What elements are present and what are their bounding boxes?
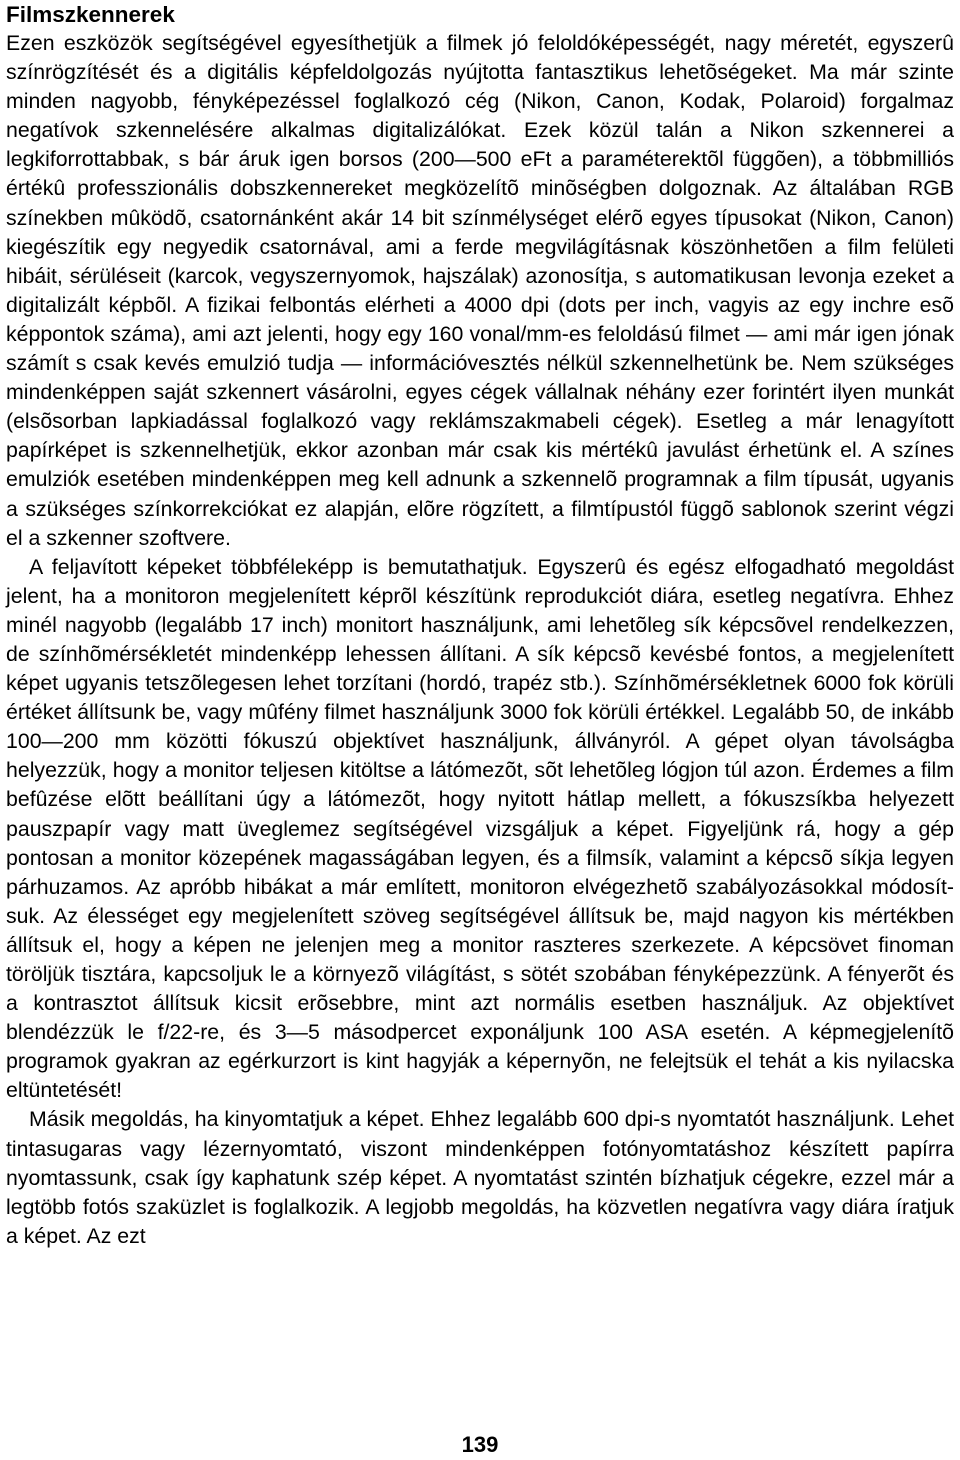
page-number: 139 <box>461 1432 499 1457</box>
paragraph-display-methods: A feljavított képeket többféleképp is bemutathatjuk. Egyszerû és egész elfogadható megoldást jelent, ha a monitoron megjelenített képrõl készítünk reprodukciót diára, esetleg negatívra. Ehhez minél nagyobb (legalább 17 inch) monitort használjunk, ami lehetõleg sík képcsõvel rendelkezzen, de színhõmérsékletét mindenképp lehessen állítani. A sík képcsõ kevésbé fontos, a megjelenített képet ugyanis tetszõlegesen lehet torzítani (hordó, trapéz stb.). Színhõmérsékletnek 6000 fok körüli értéket állítsunk be, vagy mûfény filmet használjunk 3000 fok körüli értékkel. Legalább 50, de inkább 100—200 mm közötti fókuszú objektívet használjunk, állványról. A gépet olyan távolságba helyezzük, hogy a monitor teljesen kitöltse a látómezõt, sõt lehetõleg lógjon túl azon. Érdemes a film befûzése elõtt beállítani úgy a látómezõt, hogy nyitott hátlap mellett, a fókuszsíkba helyezett pauszpapír vagy matt üveglemez segítségével vizsgáljuk a képet. Figyeljünk rá, hogy a gép pontosan a monitor közepének magasságában legyen, és a filmsík, valamint a képcsõ síkja legyen párhuzamos. Az apróbb hibákat a már említett, monitoron elvégezhetõ szabályozásokkal módosítsuk. Az élességet egy megjelenített szöveg segítségével állítsuk be, majd nagyon kis mértékben állítsuk el, hogy a képen ne jelenjen meg a monitor raszteres szerkezete. A képcsövet finoman töröljük tisztára, kapcsoljuk le a környezõ világítást, s sötét szobában fényképezzünk. A fényerõt és a kontrasztot állítsuk kicsit erõsebbre, mint azt normális esetben használjuk. Az objektívet blendézzük le f/22-re, és 3—5 másodpercet exponáljunk 100 ASA esetén. A képmegjelenítõ programok gyakran az egérkurzort is kint hagyják a képernyõn, ne felejtsük el tehát a kis nyilacska eltüntetését! <box>6 554 954 1103</box>
paragraph-filmscanners: Ezen eszközök segítségével egyesíthetjük a filmek jó feloldóképességét, nagy méretét, egyszerû színrögzítését és a digitális képfeldolgozás nyújtotta fantasztikus lehetõségeket. Ma már szinte minden nagyobb, fényképezéssel foglalkozó cég (Nikon, Canon, Kodak, Polaroid) forgalmaz negatívok szkennelésére alkalmas digitalizálókat. Ezek közül talán a Nikon szkennerei a legkiforrottabbak, s bár áruk igen borsos (200—500 eFt a paraméterektõl függõen), a többmilliós értékû professzionális dobszkennereket megközelítõ minõségben dolgoznak. Az általában RGB színekben mûködõ, csatornánként akár 14 bit színmélységet elérõ egyes típusokat (Nikon, Canon) kiegészítik egy negyedik csatornával, ami a ferde megvilágításnak köszönhetõen a film felületi hibáit, sérüléseit (karcok, vegyszernyomok, hajszálak) azonosítja, s automatikusan levonja ezeket a digitalizált képbõl. A fizikai felbontás elérheti a 4000 dpi (dots per inch, vagyis az egy inchre esõ képpontok száma), ami azt jelenti, hogy egy 160 vonal/mm-es feloldású filmet — ami már igen jónak számít s csak kevés emulzió tudja — információvesztés nélkül szkennelhetünk be. Nem szükséges mindenképpen saját szkennert vásárolni, egyes cégek vállalnak néhány ezer forintért ilyen munkát (elsõsorban lapkiadással foglalkozó vagy reklámszakmabeli cégek). Esetleg a már lenagyított papírképet is szkennelhetjük, ekkor azonban már csak kis mértékû javulást érhetünk el. A színes emulziók esetében mindenképpen meg kell adnunk a szkennelõ programnak a film típusát, ugyanis a szükséges színkorrekciókat ez alapján, elõre rögzített, a filmtípustól függõ sablonok szerint végzi el a szkenner szoftvere. <box>6 31 954 550</box>
paragraph-printing: Másik megoldás, ha kinyomtatjuk a képet. Ehhez legalább 600 dpi-s nyomtatót használjunk. Lehet tintasugaras vagy lézernyomtató, viszont mindenképpen fotónyomtatáshoz készített papírra nyomtassunk, csak így kaphatunk szép képet. A nyomtatást szintén bízhatjuk cégekre, ezzel már a legtöbb fotós szaküzlet is foglalkozik. A legjobb megoldás, ha közvetlen negatívra vagy diára íratjuk a képet. Az ezt <box>6 1107 954 1248</box>
section-heading: Filmszkennerek <box>6 2 175 27</box>
page-body <box>6 0 954 1251</box>
